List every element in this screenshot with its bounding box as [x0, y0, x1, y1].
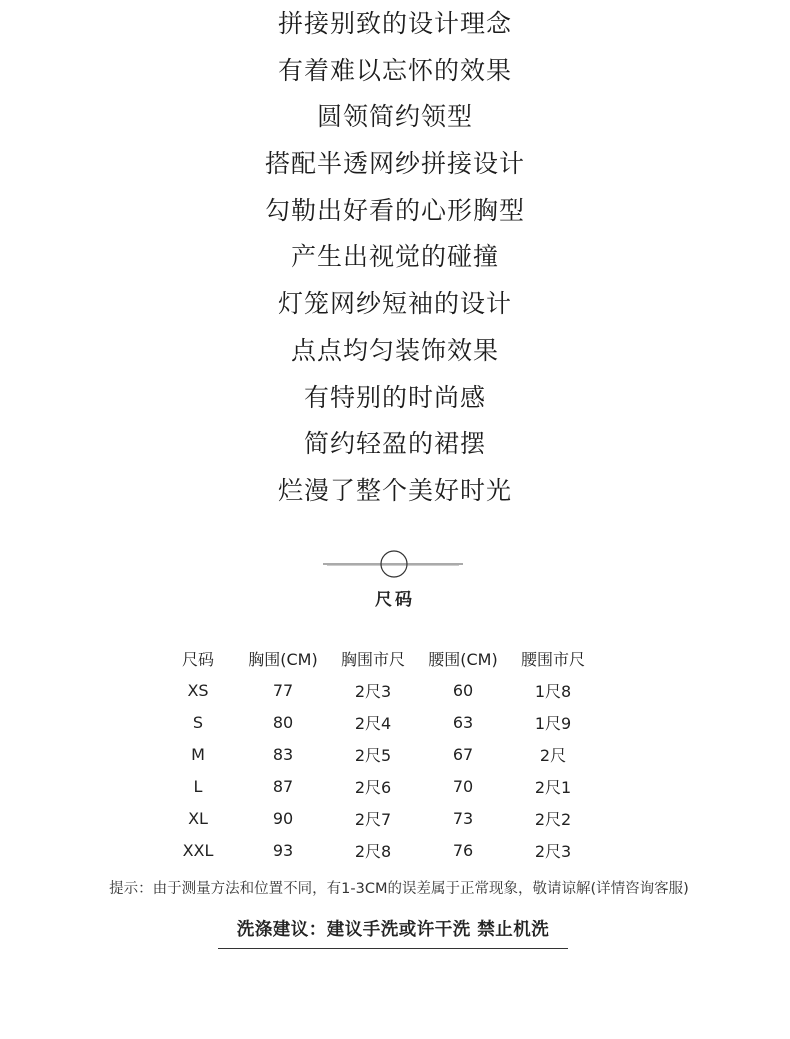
- bust-cm-cell: 87: [272, 776, 294, 796]
- waist-chi-cell: 2尺3: [534, 841, 572, 861]
- measurement-note: 提示：由于测量方法和位置不同，有1-3CM的误差属于正常现象，敬请谅解(详情咨询客服): [109, 881, 689, 897]
- bust-cm-cell: 80: [272, 712, 294, 732]
- waist-cm-cell: 76: [452, 840, 474, 860]
- size-table: [158, 642, 598, 866]
- column-header: 腰围市尺: [520, 649, 585, 669]
- size-cell: M: [191, 744, 205, 764]
- poem-line: 勾勒出好看的心形胸型: [264, 195, 525, 225]
- column-header: 腰围(CM): [428, 649, 498, 669]
- waist-chi-cell: 2尺1: [534, 777, 572, 797]
- bust-chi-cell: 2尺5: [354, 745, 392, 765]
- column-header: 尺码: [181, 649, 214, 669]
- poem-line: 简约轻盈的裙摆: [303, 429, 486, 459]
- poem-line: 产生出视觉的碰撞: [290, 242, 499, 272]
- poem-line: 烂漫了整个美好时光: [277, 475, 512, 505]
- column-header: 胸围(CM): [248, 649, 318, 669]
- size-cell: S: [192, 712, 204, 732]
- waist-cm-cell: 67: [452, 744, 474, 764]
- bust-chi-cell: 2尺6: [354, 777, 392, 797]
- table-row: [158, 770, 598, 802]
- size-cell: XS: [187, 680, 209, 700]
- bust-cm-cell: 93: [272, 840, 294, 860]
- bust-cm-cell: 83: [272, 744, 294, 764]
- circle-divider-icon: [323, 548, 463, 580]
- poem-line: 有特别的时尚感: [303, 382, 486, 412]
- waist-chi-cell: 1尺9: [534, 713, 572, 733]
- bust-chi-cell: 2尺8: [354, 841, 392, 861]
- bust-chi-cell: 2尺7: [354, 809, 392, 829]
- description-poem: [0, 4, 790, 518]
- table-row: [158, 802, 598, 834]
- column-header: 胸围市尺: [340, 649, 405, 669]
- bust-cm-cell: 90: [272, 808, 294, 828]
- table-row: [158, 706, 598, 738]
- table-row: [158, 834, 598, 866]
- waist-chi-cell: 1尺8: [534, 681, 572, 701]
- waist-cm-cell: 60: [452, 680, 474, 700]
- poem-line: 圆领简约领型: [316, 102, 473, 132]
- waist-chi-cell: 2尺: [539, 745, 567, 765]
- poem-line: 拼接别致的设计理念: [277, 9, 512, 38]
- size-section-title: 尺码: [375, 590, 415, 610]
- waist-cm-cell: 73: [452, 808, 474, 828]
- size-cell: L: [193, 776, 203, 796]
- waist-cm-cell: 63: [452, 712, 474, 732]
- poem-line: 搭配半透网纱拼接设计: [264, 149, 525, 179]
- size-cell: XXL: [182, 840, 214, 860]
- table-row: [158, 674, 598, 706]
- table-row: [158, 738, 598, 770]
- poem-line: 点点均匀装饰效果: [290, 335, 499, 365]
- waist-cm-cell: 70: [452, 776, 474, 796]
- bust-chi-cell: 2尺3: [354, 681, 392, 701]
- wash-advice: 洗涤建议：建议手洗或许干洗 禁止机洗: [218, 916, 568, 949]
- bust-cm-cell: 77: [272, 680, 294, 700]
- size-cell: XL: [188, 808, 208, 828]
- bust-chi-cell: 2尺4: [354, 713, 392, 733]
- waist-chi-cell: 2尺2: [534, 809, 572, 829]
- poem-line: 有着难以忘怀的效果: [277, 55, 512, 85]
- table-header-row: [158, 642, 598, 674]
- poem-line: 灯笼网纱短袖的设计: [277, 289, 512, 319]
